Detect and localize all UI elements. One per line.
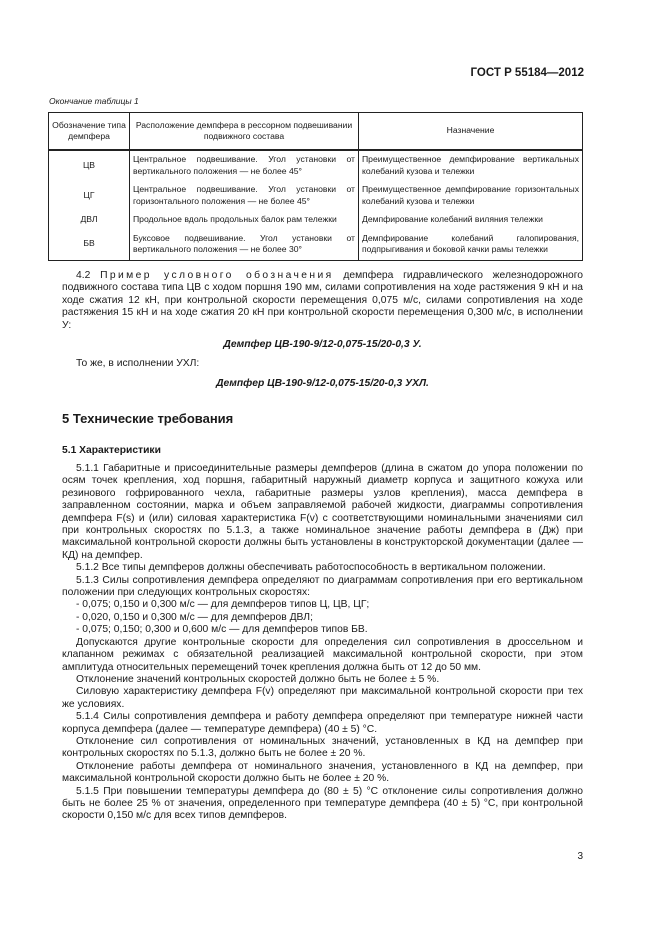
- paragraph-5-1-1: 5.1.1 Габаритные и присоединительные размеры демпферов (длина в сжатом до упора положении по осям точек крепления, ход поршня, габаритный наружный диаметр корпуса и защитного кожуха или резинового гофрированного чехла, габаритные размеры узлов крепления), масса демпфера в заправленном состоянии, марка и объем заправляемой рабочей жидкости, диаграммы сопротивления демпфера F(s) и (или) силовая характеристика F(v) с соответствующими номинальными значениями сил при контрольных скоростях по 5.1.3, а также номинальное значение работы демпфера в (Дж) при максимальной контрольной скорости должны быть установлены в конструкторской документации (далее — КД) на демпфер.: [62, 463, 583, 561]
- header-location: Расположение демпфера в рессорном подвешивании подвижного состава: [130, 113, 359, 151]
- paragraph: Отклонение сил сопротивления от номинальных значений, установленных в КД на демпфер при контрольных скоростях по 5.1.3, должно быть не более ± 20 %.: [62, 735, 583, 760]
- example-lead: Пример условного обозначения: [100, 270, 334, 281]
- page-number: 3: [577, 851, 583, 862]
- cell-location: Продольное вдоль продольных балок рам тележки: [130, 211, 359, 230]
- list-item: - 0,075; 0,150 и 0,300 м/с — для демпферов типов Ц, ЦВ, ЦГ;: [76, 599, 370, 611]
- table-caption: Окончание таблицы 1: [49, 96, 139, 106]
- example-text: демпфера гидравлического железнодорожного подвижного состава типа ЦВ с ходом поршня 190 мм, силами сопротивления на ходе растяжения 9 кН и на ходе сжатия 12 кН, при контрольной скорости перемещения 0,075 м/с, силами сопротивления на ходе растяжения 15 кН и на ходе сжатия 20 кН при контрольной скорости перемещения 0,300 м/с, в исполнении У:: [62, 270, 583, 331]
- paragraph-5-1-5: 5.1.5 При повышении температуры демпфера до (80 ± 5) °С отклонение силы сопротивления должно быть не более 25 % от значения, определенного при температуре демпфера (40 ± 5) °С, при контрольной скорости 0,150 м/с для всех типов демпферов.: [62, 785, 583, 822]
- list-item: - 0,020, 0,150 и 0,300 м/с — для демпферов ДВЛ;: [76, 611, 313, 623]
- example-also: То же, в исполнении УХЛ:: [76, 358, 200, 370]
- subsection-title: 5.1 Характеристики: [62, 445, 161, 456]
- cell-purpose: Демпфирование колебаний виляния тележки: [359, 211, 583, 230]
- damper-types-table: [48, 112, 583, 261]
- table-header-row: [49, 113, 583, 151]
- example-block: [62, 270, 583, 390]
- paragraph-5-1-4: 5.1.4 Силы сопротивления демпфера и работу демпфера определяют при температуре нижней части корпуса демпфера (далее — температуре демпфера) (40 ± 5) °С.: [62, 711, 583, 735]
- example-number: 4.2: [76, 270, 91, 281]
- paragraph: Допускаются другие контрольные скорости для определения сил сопротивления в дроссельном и клапанном режимах с обязательной реализацией максимальной контрольной скорости, при этом амплитуда относительных перемещений точек крепления должна быть от 12 до 50 мм.: [62, 636, 583, 673]
- cell-location: Буксовое подвешивание. Угол установки от вертикального положения — не более 30°: [130, 230, 359, 261]
- designation-u: Демпфер ЦВ-190-9/12-0,075-15/20-0,3 У.: [223, 339, 422, 351]
- cell-location: Центральное подвешивание. Угол установки от вертикального положения — не более 45°: [130, 150, 359, 181]
- paragraph-5-1-3: 5.1.3 Силы сопротивления демпфера определяют по диаграммам сопротивления при его вертикальном положении при следующих контрольных скоростях:: [62, 574, 583, 599]
- cell-type: ЦВ: [49, 150, 130, 181]
- example-paragraph: [62, 270, 583, 332]
- section-title: 5 Технические требования: [62, 411, 234, 426]
- cell-purpose: Преимущественное демпфирование горизонтальных колебаний кузова и тележки: [359, 181, 583, 211]
- table-row: [49, 181, 583, 211]
- table-row: [49, 230, 583, 261]
- table-row: [49, 150, 583, 181]
- paragraph: Отклонение работы демпфера от номинального значения, установленного в КД на демпфер, при максимальной контрольной скорости должно быть не более ± 20 %.: [62, 760, 583, 785]
- paragraph: Силовую характеристику демпфера F(v) определяют при максимальной контрольной скорости при тех же условиях.: [62, 686, 583, 710]
- document-header: ГОСТ Р 55184—2012: [470, 67, 584, 79]
- list-item: - 0,075; 0,150; 0,300 и 0,600 м/с — для демпферов типов БВ.: [76, 624, 368, 636]
- cell-purpose: Преимущественное демпфирование вертикальных колебаний кузова и тележки: [359, 150, 583, 181]
- table-row: [49, 211, 583, 230]
- cell-type: БВ: [49, 230, 130, 261]
- section-body: [62, 463, 583, 823]
- designation-uhl: Демпфер ЦВ-190-9/12-0,075-15/20-0,3 УХЛ.: [216, 377, 429, 389]
- header-type: Обозначение типа демпфера: [49, 113, 130, 151]
- cell-purpose: Демпфирование колебаний галопирования, подпрыгивания и боковой качки рамы тележки: [359, 230, 583, 261]
- paragraph: Отклонение значений контрольных скоростей должно быть не более ± 5 %.: [76, 673, 440, 685]
- cell-type: ДВЛ: [49, 211, 130, 230]
- cell-location: Центральное подвешивание. Угол установки от горизонтального положения — не более 45°: [130, 181, 359, 211]
- cell-type: ЦГ: [49, 181, 130, 211]
- header-purpose: Назначение: [359, 113, 583, 151]
- paragraph-5-1-2: 5.1.2 Все типы демпферов должны обеспечивать работоспособность в вертикальном положении.: [76, 562, 546, 574]
